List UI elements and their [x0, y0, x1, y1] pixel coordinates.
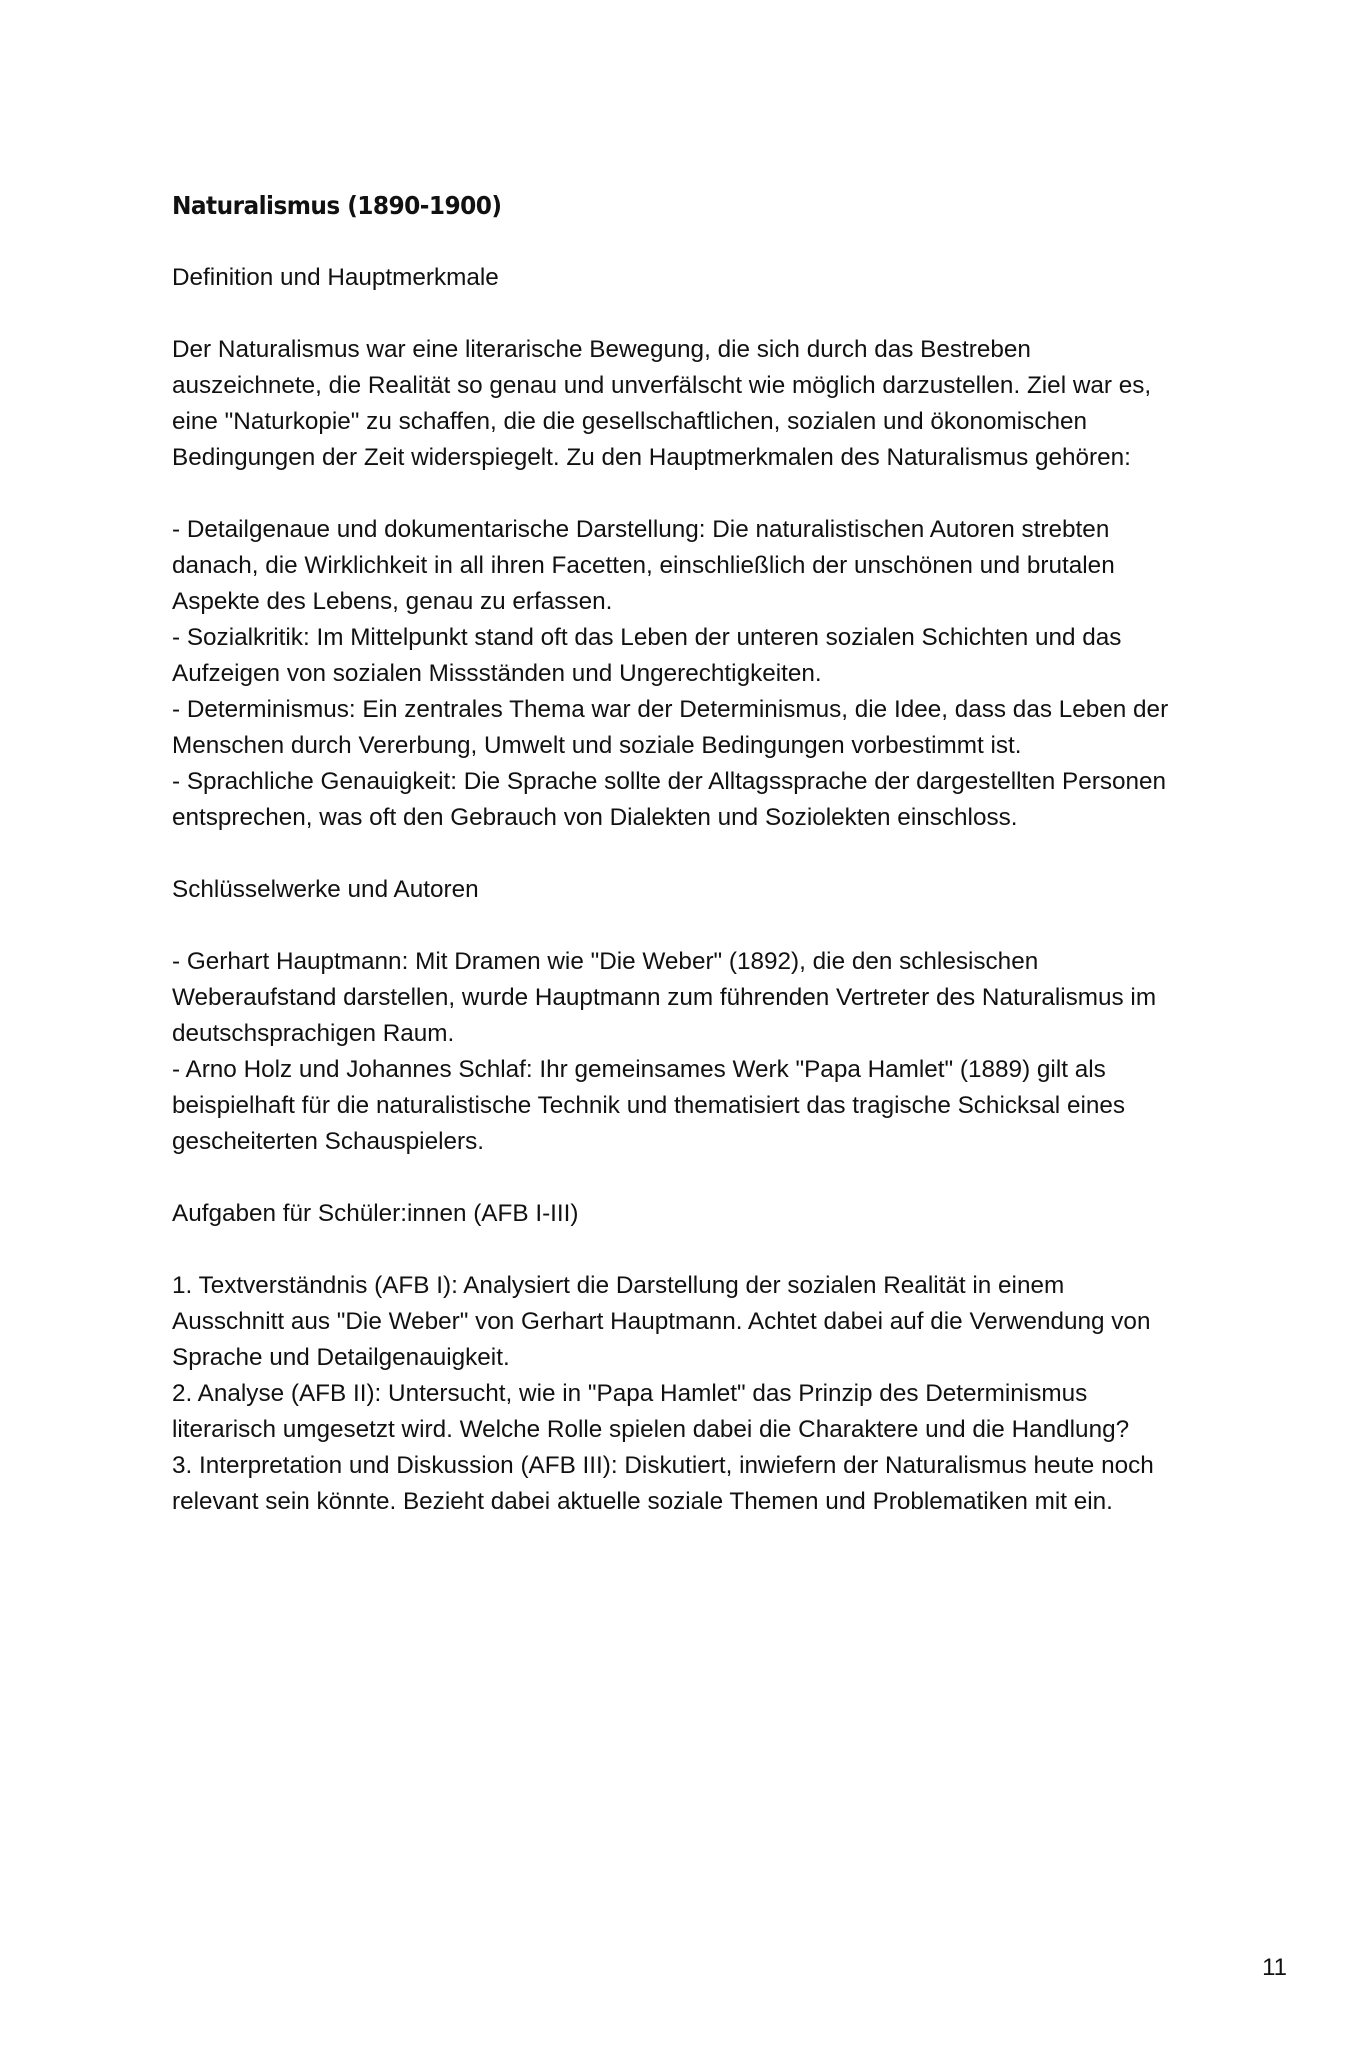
intro-paragraph	[172, 332, 1302, 476]
list-line: gescheiterten Schauspielers.	[172, 1128, 484, 1155]
list-line: - Gerhart Hauptmann: Mit Dramen wie "Die Weber" (1892), die den schlesischen	[172, 948, 1039, 975]
section-definition	[172, 260, 1302, 836]
task-line: 2. Analyse (AFB II): Untersucht, wie in "Papa Hamlet" das Prinzip des Determinismus	[172, 1380, 1088, 1407]
section-heading: Aufgaben für Schüler:innen (AFB I-III)	[172, 1200, 579, 1227]
spacer	[172, 1232, 1302, 1268]
tasks-list	[172, 1268, 1302, 1520]
list-line: deutschsprachigen Raum.	[172, 1020, 455, 1047]
section-heading: Definition und Hauptmerkmale	[172, 264, 499, 291]
spacer	[172, 1160, 1302, 1196]
list-line: danach, die Wirklichkeit in all ihren Facetten, einschließlich der unschönen und brutalen	[172, 552, 1115, 579]
section-key-works	[172, 872, 1302, 1160]
features-list	[172, 512, 1302, 836]
page-title: Naturalismus (1890-1900)	[172, 191, 502, 220]
list-line: Aspekte des Lebens, genau zu erfassen.	[172, 588, 613, 615]
list-line: entsprechen, was oft den Gebrauch von Dialekten und Soziolekten einschloss.	[172, 804, 1018, 831]
task-line: relevant sein könnte. Bezieht dabei aktuelle soziale Themen und Problematiken mit ein.	[172, 1488, 1113, 1515]
spacer	[172, 224, 1302, 260]
task-line: 1. Textverständnis (AFB I): Analysiert die Darstellung der sozialen Realität in einem	[172, 1272, 1065, 1299]
section-heading: Schlüsselwerke und Autoren	[172, 876, 479, 903]
paragraph-line: eine "Naturkopie" zu schaffen, die die gesellschaftlichen, sozialen und ökonomischen	[172, 408, 1088, 435]
list-line: Aufzeigen von sozialen Missständen und Ungerechtigkeiten.	[172, 660, 822, 687]
list-line: - Sprachliche Genauigkeit: Die Sprache sollte der Alltagssprache der dargestellten Personen	[172, 768, 1167, 795]
paragraph-line: Bedingungen der Zeit widerspiegelt. Zu den Hauptmerkmalen des Naturalismus gehören:	[172, 444, 1131, 471]
task-line: Sprache und Detailgenauigkeit.	[172, 1344, 510, 1371]
paragraph-line: auszeichnete, die Realität so genau und unverfälscht wie möglich darzustellen. Ziel war es,	[172, 372, 1152, 399]
task-line: Ausschnitt aus "Die Weber" von Gerhart Hauptmann. Achtet dabei auf die Verwendung von	[172, 1308, 1151, 1335]
page-content	[172, 188, 1302, 1520]
task-line: 3. Interpretation und Diskussion (AFB III): Diskutiert, inwiefern der Naturalismus heute noch	[172, 1452, 1154, 1479]
paragraph-line: Der Naturalismus war eine literarische Bewegung, die sich durch das Bestreben	[172, 336, 1031, 363]
spacer	[172, 836, 1302, 872]
task-line: literarisch umgesetzt wird. Welche Rolle spielen dabei die Charaktere und die Handlung?	[172, 1416, 1130, 1443]
list-line: - Detailgenaue und dokumentarische Darstellung: Die naturalistischen Autoren strebten	[172, 516, 1110, 543]
section-tasks	[172, 1196, 1302, 1520]
works-list	[172, 944, 1302, 1160]
list-line: Weberaufstand darstellen, wurde Hauptmann zum führenden Vertreter des Naturalismus im	[172, 984, 1157, 1011]
list-line: Menschen durch Vererbung, Umwelt und soziale Bedingungen vorbestimmt ist.	[172, 732, 1022, 759]
list-line: beispielhaft für die naturalistische Technik und thematisiert das tragische Schicksal eines	[172, 1092, 1126, 1119]
list-line: - Determinismus: Ein zentrales Thema war der Determinismus, die Idee, dass das Leben der	[172, 696, 1169, 723]
list-line: - Arno Holz und Johannes Schlaf: Ihr gemeinsames Werk "Papa Hamlet" (1889) gilt als	[172, 1056, 1106, 1083]
page-number: 11	[1262, 1954, 1287, 1981]
spacer	[172, 908, 1302, 944]
spacer	[172, 296, 1302, 332]
spacer	[172, 476, 1302, 512]
list-line: - Sozialkritik: Im Mittelpunkt stand oft das Leben der unteren sozialen Schichten und das	[172, 624, 1122, 651]
